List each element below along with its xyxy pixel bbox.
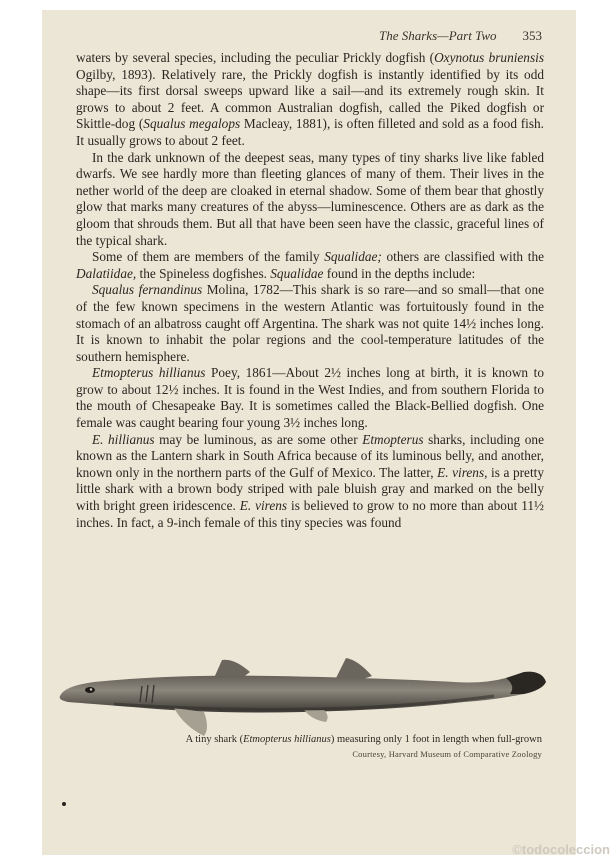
- dorsal-fin-1: [214, 660, 250, 678]
- tail-fin: [506, 672, 546, 694]
- caption-species: Etmopterus hillianus: [243, 734, 331, 745]
- body-text: [76, 50, 544, 531]
- shark-photo: [54, 638, 554, 738]
- page-number: 353: [522, 28, 542, 43]
- figure-caption: A tiny shark (Etmopterus hillianus) measuring only 1 foot in length when full-grown: [185, 734, 542, 745]
- running-title: The Sharks—Part Two: [379, 28, 497, 43]
- running-head: [379, 28, 542, 44]
- paragraph: Squalus fernandinus Molina, 1782—This shark is so rare—and so small—that one of the few known specimens in the western Atlantic was fortuitously found in the stomach of an albatross caught off Argentina. The shark was not quite 14½ inches long. It is known to inhabit the polar regions and the cool-temperature latitudes of the southern hemisphere.: [76, 282, 544, 364]
- dorsal-fin-2: [336, 658, 372, 680]
- page-dot: [62, 802, 66, 806]
- paragraph: Etmopterus hillianus Poey, 1861—About 2½ inches long at birth, it is known to grow to about 12½ inches. It is found in the West Indies, and from southern Florida to the mouth of Chesapeake Bay. It is sometimes called the Black-Bellied dogfish. One female was caught bearing four young 3½ inches long.: [76, 365, 544, 431]
- shark-illustration: [54, 638, 554, 738]
- book-page: [42, 10, 576, 855]
- pectoral-fin: [174, 708, 207, 736]
- paragraph: Some of them are members of the family Squalidae; others are classified with the Dalatiidae, the Spineless dogfishes. Squalidae found in the depths include:: [76, 249, 544, 281]
- paragraph: E. hillianus may be luminous, as are some other Etmopterus sharks, including one known as the Lantern shark in South Africa because of its luminous belly, and another, known only in the northern parts of the Gulf of Mexico. The latter, E. virens, is a pretty little shark with a brown body striped with pale bluish gray and marked on the belly with bright green iridescence. E. virens is believed to grow to no more than about 11½ inches. In fact, a 9-inch female of this tiny species was found: [76, 431, 544, 530]
- paragraph: In the dark unknown of the deepest seas, many types of tiny sharks live like fabled dwarfs. We see hardly more than fleeting glances of many of them. Their lives in the nether world of the deep are cloaked in eternal shadow. Some of them bear that ghostly glow that marks many creatures of the abyss—luminescence. Others are as dark as the gloom that shrouds them. But all that have been seen have the classic, graceful lines of the typical shark.: [76, 149, 544, 248]
- pelvic-fin: [304, 710, 328, 722]
- photo-credit: Courtesy, Harvard Museum of Comparative Zoology: [352, 749, 542, 759]
- paragraph: waters by several species, including the peculiar Prickly dogfish (Oxynotus bruniensis Ogilby, 1893). Relatively rare, the Prickly dogfish is instantly identified by its odd shape—its first dorsal sweeps upward like a sail—and its extremely rough skin. It grows to about 2 feet. A common Australian dogfish, called the Piked dogfish or Skittle-dog (Squalus megalops Macleay, 1881), is often filleted and sold as a food fish. It usually grows to about 2 feet.: [76, 50, 545, 148]
- watermark: ©todocoleccion: [512, 842, 610, 857]
